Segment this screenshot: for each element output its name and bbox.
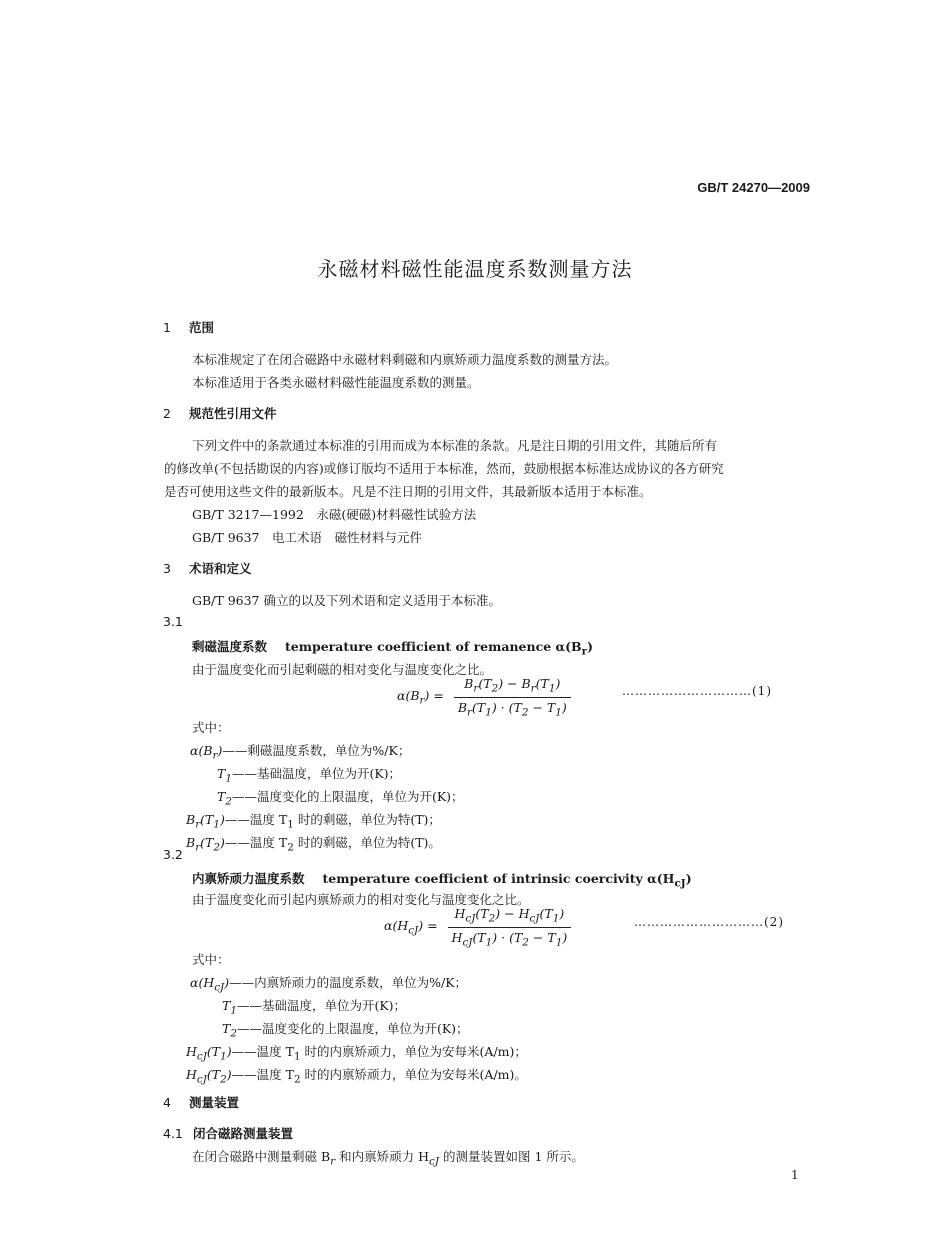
standard-number: GB/T 24270—2009 (697, 180, 810, 195)
equation-1-numerator: $B_r(T_2) - B_r(T_1)$ (454, 676, 571, 698)
equation-1-lhs: $\alpha(B_r)$ = (397, 687, 444, 707)
equation-2-fraction (448, 906, 572, 948)
section-1-number: 1 (163, 320, 171, 335)
equation-2-numerator: $H_{cJ}(T_2) - H_{cJ}(T_1)$ (448, 906, 572, 928)
section-3-intro: GB/T 9637 确立的以及下列术语和定义适用于本标准。 (192, 593, 501, 608)
equation-1-denominator: $B_r(T_1) \cdot (T_2 - T_1)$ (457, 699, 567, 718)
section-2-title: 规范性引用文件 (189, 406, 277, 421)
term-3-1-en: temperature coefficient of remanence $\alpha(B_r)$ (285, 639, 594, 658)
document-title: 永磁材料磁性能温度系数测量方法 (317, 257, 633, 281)
section-2-heading (163, 404, 277, 422)
section-2-para-line-3: 是否可使用这些文件的最新版本。凡是不注日期的引用文件，其最新版本适用于本标准。 (164, 484, 652, 499)
term-3-2-var-1: $\alpha(H_{cJ})——$内禀矫顽力的温度系数，单位为%/K； (190, 975, 468, 994)
term-3-2-number: 3.2 (163, 847, 183, 862)
section-1-heading (163, 318, 214, 336)
equation-2 (384, 906, 571, 948)
term-3-1-where: 式中： (192, 720, 230, 735)
equation-1-label: …………………………(1) (622, 684, 772, 698)
term-3-1-number: 3.1 (163, 614, 183, 629)
equation-2-denominator: $H_{cJ}(T_1) \cdot (T_2 - T_1)$ (451, 929, 568, 948)
equation-2-label: …………………………(2) (634, 915, 784, 929)
term-3-2-en: temperature coefficient of intrinsic coercivity $\alpha(H_{cJ})$ (322, 871, 692, 890)
section-1-para-1: 本标准规定了在闭合磁路中永磁材料剩磁和内禀矫顽力温度系数的测量方法。 (192, 352, 618, 367)
section-4-title: 测量装置 (189, 1095, 240, 1110)
section-2-para-line-2: 的修改单(不包括勘误的内容)或修订版均不适用于本标准，然而，鼓励根据本标准达成协议的各方研究 (164, 461, 724, 476)
term-3-1-var-4: $B_r(T_1)——$温度 $T_1$ 时的剩磁，单位为特(T)； (186, 812, 441, 831)
term-3-1-var-3: $T_2——$温度变化的上限温度，单位为开(K)； (217, 789, 464, 808)
term-3-2-var-4: $H_{cJ}(T_1)——$温度 $T_1$ 时的内禀矫顽力，单位为安每米(A/m)； (186, 1044, 527, 1063)
term-3-1-heading (192, 637, 593, 658)
section-3-heading (163, 559, 252, 577)
term-3-2-var-5: $H_{cJ}(T_2)——$温度 $T_2$ 时的内禀矫顽力，单位为安每米(A/m)。 (186, 1067, 527, 1086)
term-3-1-var-5: $B_r(T_2)——$温度 $T_2$ 时的剩磁，单位为特(T)。 (186, 835, 441, 854)
term-3-2-var-3: $T_2——$温度变化的上限温度，单位为开(K)； (222, 1021, 469, 1040)
term-3-1-var-1: $\alpha(B_r)——$剩磁温度系数，单位为%/K； (190, 743, 411, 762)
term-3-2-cn: 内禀矫顽力温度系数 (192, 871, 305, 886)
reference-2: GB/T 9637 电工术语 磁性材料与元件 (192, 530, 423, 545)
term-3-2-definition: 由于温度变化而引起内禀矫顽力的相对变化与温度变化之比。 (192, 892, 530, 907)
equation-1 (397, 676, 571, 718)
term-3-2-where: 式中： (192, 952, 230, 967)
section-4-1-text: 在闭合磁路中测量剩磁 $B_r$ 和内禀矫顽力 $H_{cJ}$ 的测量装置如图 1 所示。 (192, 1149, 584, 1168)
equation-2-lhs: $\alpha(H_{cJ})$ = (384, 917, 438, 937)
section-4-heading (163, 1093, 239, 1111)
term-3-1-definition: 由于温度变化而引起剩磁的相对变化与温度变化之比。 (192, 662, 493, 677)
section-1-para-2: 本标准适用于各类永磁材料磁性能温度系数的测量。 (192, 375, 480, 390)
section-3-title: 术语和定义 (189, 561, 252, 576)
term-3-2-var-2: $T_1——$基础温度，单位为开(K)； (222, 998, 407, 1017)
section-4-1-number: 4.1 (163, 1126, 183, 1141)
section-4-1-heading (163, 1124, 293, 1142)
section-2-para-line-1: 下列文件中的条款通过本标准的引用而成为本标准的条款。凡是注日期的引用文件，其随后所有 (192, 438, 718, 453)
reference-1: GB/T 3217—1992 永磁(硬磁)材料磁性试验方法 (192, 507, 477, 522)
term-3-1-var-2: $T_1——$基础温度，单位为开(K)； (217, 766, 402, 785)
page-number: 1 (791, 1168, 799, 1182)
term-3-2-heading (192, 869, 692, 890)
section-2-number: 2 (163, 406, 171, 421)
section-1-title: 范围 (189, 320, 215, 335)
term-3-1-cn: 剩磁温度系数 (192, 639, 268, 654)
section-4-number: 4 (163, 1095, 171, 1110)
equation-1-fraction (454, 676, 571, 718)
section-4-1-title: 闭合磁路测量装置 (193, 1126, 294, 1141)
section-3-number: 3 (163, 561, 171, 576)
